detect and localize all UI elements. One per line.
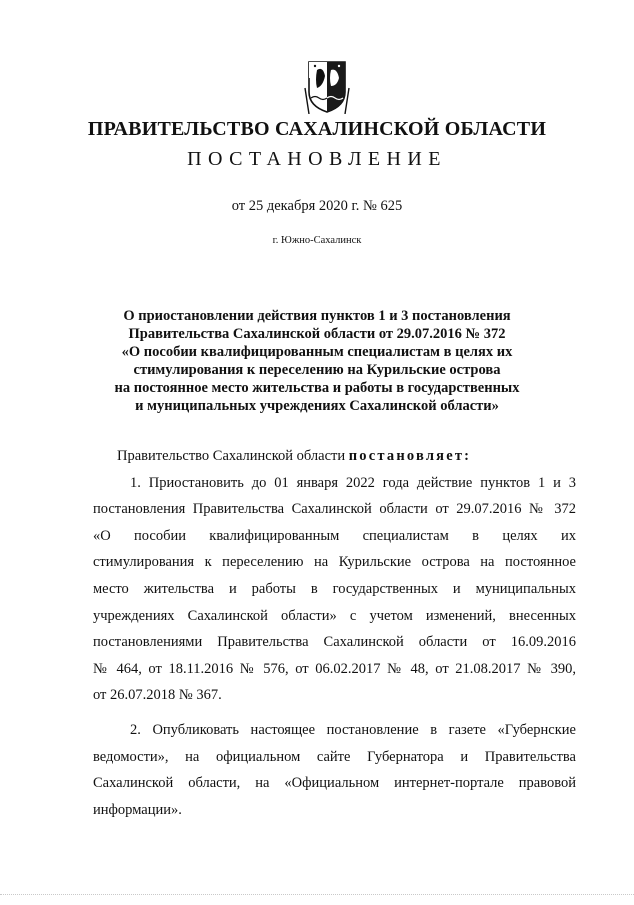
preamble xyxy=(93,443,576,470)
paragraph-line: № 464, от 18.11.2016 № 576, от 06.02.2017 № 48, от 21.08.2017 № 390, xyxy=(93,660,576,677)
subject-line: «О пособии квалифицированным специалистам в целях их xyxy=(121,344,513,360)
document-type: ПОСТАНОВЛЕНИЕ xyxy=(187,148,447,170)
paragraph-line: ведомости», на официальном сайте Губернатора и Правительства xyxy=(93,748,576,765)
preamble-verb: постановляет: xyxy=(348,448,472,464)
subject-line: Правительства Сахалинской области от 29.07.2016 № 372 xyxy=(128,326,506,342)
subject-line: на постоянное место жительства и работы в государственных xyxy=(114,380,520,396)
paragraph-line: от 26.07.2018 № 367. xyxy=(93,687,222,704)
page-bottom-edge xyxy=(0,894,634,898)
document-subject xyxy=(60,307,574,415)
document-body xyxy=(93,443,576,823)
paragraph-line: место жительства и работы в государственных и муниципальных xyxy=(93,580,576,597)
sakhalin-coat-of-arms-icon xyxy=(303,58,351,114)
paragraph-line: Сахалинской области, на «Официальном интернет-портале правовой xyxy=(93,775,576,792)
paragraph-line: «О пособии квалифицированным специалистам в целях их xyxy=(93,527,576,544)
paragraph-line: информации». xyxy=(93,801,182,818)
paragraph-gap xyxy=(93,709,576,717)
paragraph-1 xyxy=(93,470,576,709)
paragraph-line: 2. Опубликовать настоящее постановление в газете «Губернские xyxy=(130,721,576,738)
paragraph-line: постановлениями Правительства Сахалинской области от 16.09.2016 xyxy=(93,634,576,651)
paragraph-line: стимулирования к переселению на Курильские острова на постоянное xyxy=(93,554,576,571)
subject-line: стимулирования к переселению на Курильские острова xyxy=(133,362,501,378)
organization-title: ПРАВИТЕЛЬСТВО САХАЛИНСКОЙ ОБЛАСТИ xyxy=(87,118,547,140)
subject-line: и муниципальных учреждениях Сахалинской области» xyxy=(135,398,499,414)
paragraph-2 xyxy=(93,717,576,823)
paragraph-line: 1. Приостановить до 01 января 2022 года действие пунктов 1 и 3 xyxy=(130,474,576,491)
document-city: г. Южно-Сахалинск xyxy=(272,235,362,246)
preamble-lead: Правительство Сахалинской области xyxy=(117,448,349,464)
document-date-number: от 25 декабря 2020 г. № 625 xyxy=(231,198,403,214)
paragraph-line: постановления Правительства Сахалинской области от 29.07.2016 № 372 xyxy=(93,501,576,518)
subject-line: О приостановлении действия пунктов 1 и 3 постановления xyxy=(123,308,511,324)
paragraph-line: учреждениях Сахалинской области» с учетом изменений, внесенных xyxy=(93,607,576,624)
